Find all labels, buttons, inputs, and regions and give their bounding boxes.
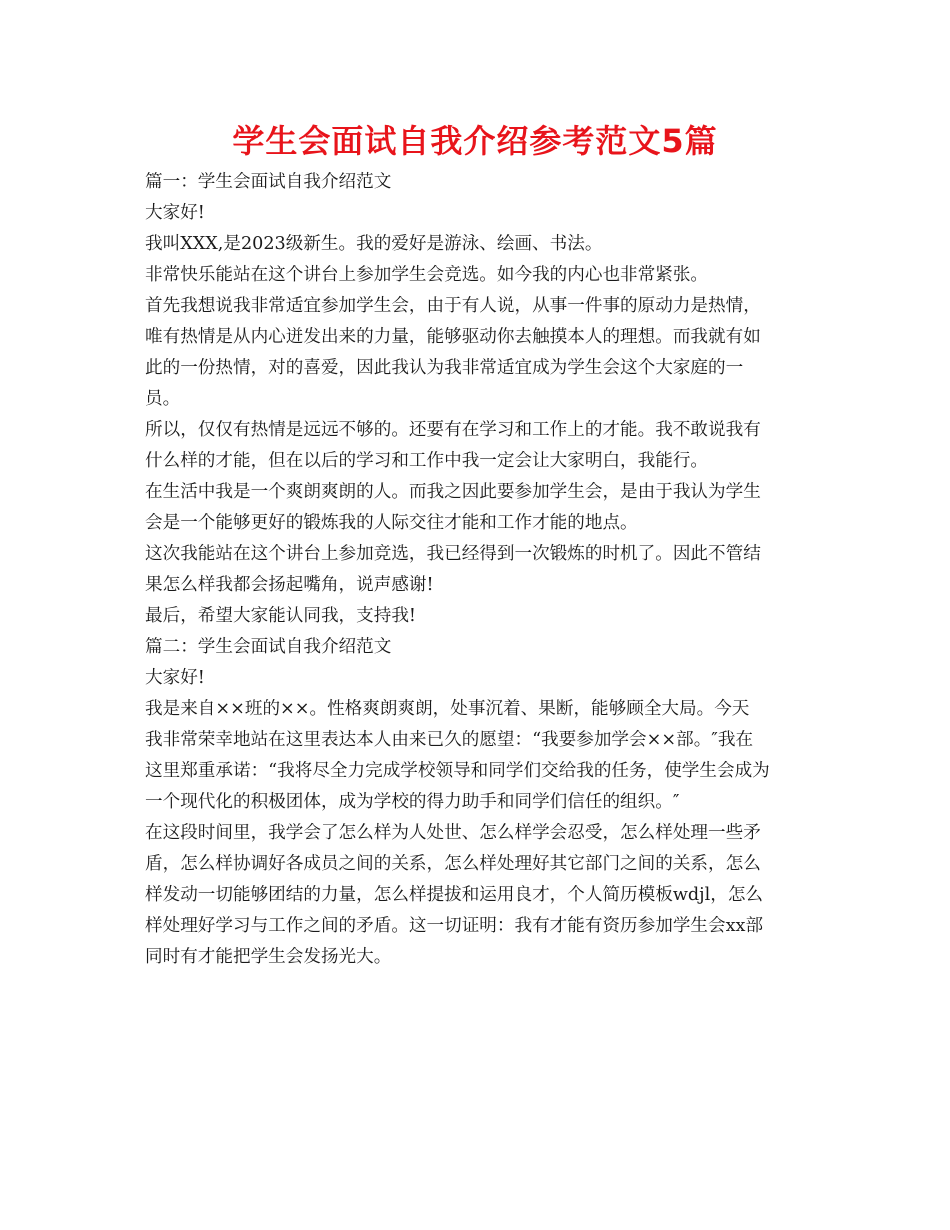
text-line: 最后，希望大家能认同我，支持我! bbox=[145, 606, 416, 626]
text-line: 在这段时间里，我学会了怎么样为人处世、怎么样学会忍受，怎么样处理一些矛 bbox=[145, 823, 761, 843]
text-line: 盾，怎么样协调好各成员之间的关系，怎么样处理好其它部门之间的关系，怎么 bbox=[145, 854, 761, 874]
text-line: 非常快乐能站在这个讲台上参加学生会竞选。如今我的内心也非常紧张。 bbox=[145, 265, 709, 285]
text-line: 唯有热情是从内心迸发出来的力量，能够驱动你去触摸本人的理想。而我就有如 bbox=[145, 327, 761, 347]
text-line: 果怎么样我都会扬起嘴角，说声感谢! bbox=[145, 575, 434, 595]
text-line: 会是一个能够更好的锻炼我的人际交往才能和工作才能的地点。 bbox=[145, 513, 638, 533]
text-line: 篇一：学生会面试自我介绍范文 bbox=[145, 172, 392, 192]
text-line: 此的一份热情，对的喜爱，因此我认为我非常适宜成为学生会这个大家庭的一 bbox=[145, 358, 744, 378]
text-line: 员。 bbox=[145, 389, 181, 409]
text-line: 样处理好学习与工作之间的矛盾。这一切证明：我有才能有资历参加学生会xx部 bbox=[145, 916, 764, 936]
text-line: 篇二：学生会面试自我介绍范文 bbox=[145, 637, 392, 657]
text-line: 首先我想说我非常适宜参加学生会，由于有人说，从事一件事的原动力是热情， bbox=[145, 296, 761, 316]
text-line: 这里郑重承诺：“我将尽全力完成学校领导和同学们交给我的任务，使学生会成为 bbox=[145, 761, 770, 781]
text-line: 我非常荣幸地站在这里表达本人由来已久的愿望：“我要参加学会××部。″我在 bbox=[145, 730, 754, 750]
text-line: 样发动一切能够团结的力量，怎么样提拔和运用良才，个人简历模板wdjl，怎么 bbox=[145, 885, 764, 905]
text-line: 这次我能站在这个讲台上参加竞选，我已经得到一次锻炼的时机了。因此不管结 bbox=[145, 544, 761, 564]
text-line: 同时有才能把学生会发扬光大。 bbox=[145, 947, 392, 967]
document-title: 学生会面试自我介绍参考范文5篇 bbox=[232, 122, 718, 160]
text-line: 大家好! bbox=[145, 203, 205, 223]
text-line: 在生活中我是一个爽朗爽朗的人。而我之因此要参加学生会，是由于我认为学生 bbox=[145, 482, 761, 502]
text-line: 我叫XXX,是2023级新生。我的爱好是游泳、绘画、书法。 bbox=[145, 234, 603, 254]
text-line: 大家好! bbox=[145, 668, 205, 688]
text-line: 所以，仅仅有热情是远远不够的。还要有在学习和工作上的才能。我不敢说我有 bbox=[145, 420, 761, 440]
text-line: 我是来自××班的××。性格爽朗爽朗，处事沉着、果断，能够顾全大局。今天 bbox=[145, 699, 750, 719]
text-line: 什么样的才能，但在以后的学习和工作中我一定会让大家明白，我能行。 bbox=[145, 451, 709, 471]
document-body bbox=[145, 167, 810, 973]
text-line: 一个现代化的积极团体，成为学校的得力助手和同学们信任的组织。″ bbox=[145, 792, 680, 812]
